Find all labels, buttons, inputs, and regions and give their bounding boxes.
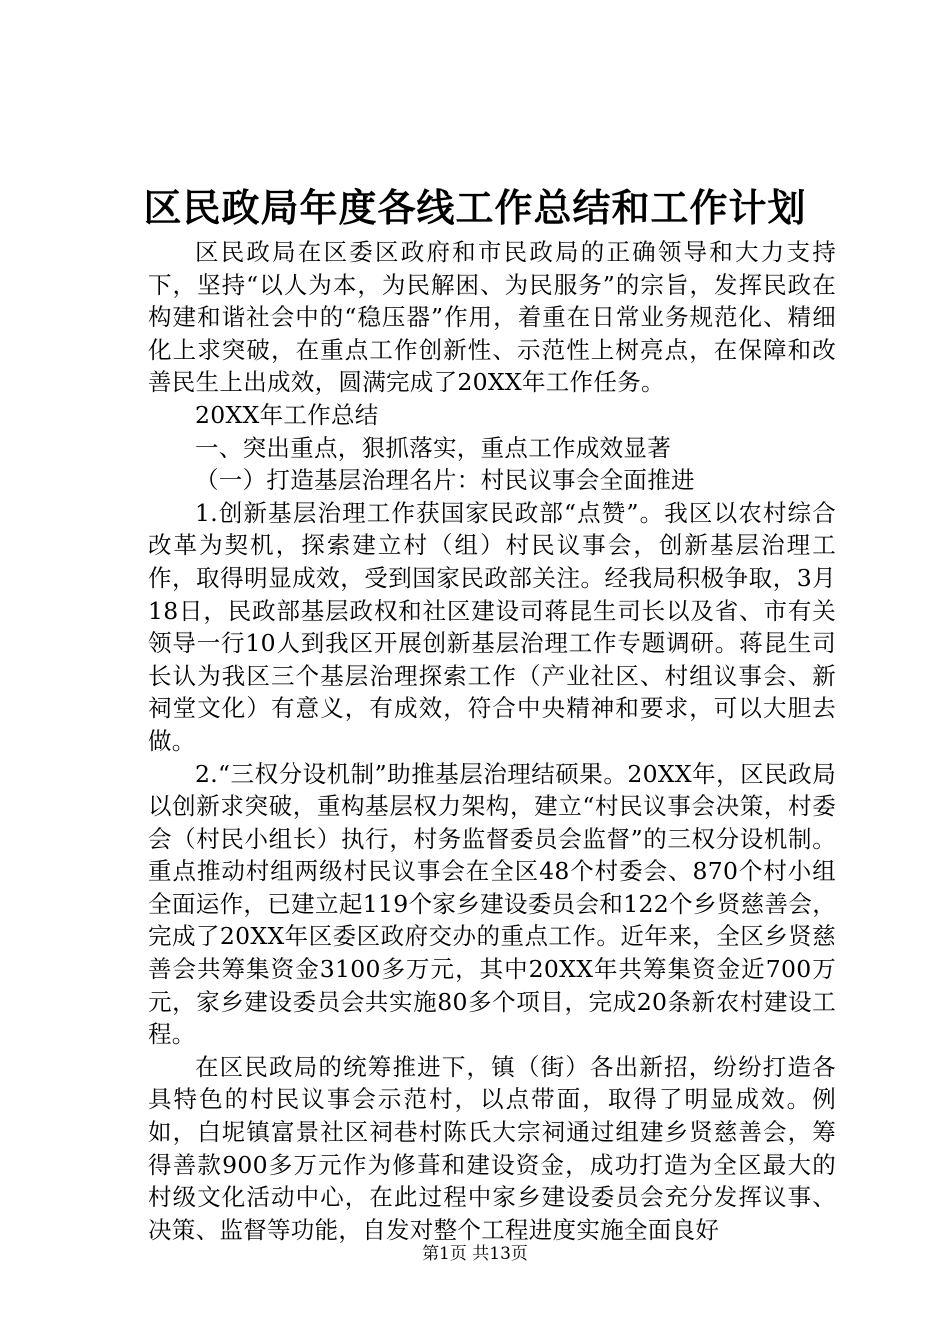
document-title: 区民政局年度各线工作总结和工作计划 (143, 185, 807, 230)
paragraph-item-1: 1.创新基层治理工作获国家民政部“点赞”。我区以农村综合改革为契机，探索建立村（组）村民议事会，创新基层治理工作，取得明显成效，受到国家民政部关注。经我局积极争取，3月18日，民政部基层政权和社区建设司蒋昆生司长以及省、市有关领导一行10人到我区开展创新基层治理工作专题调研。蒋昆生司长认为我区三个基层治理探索工作（产业社区、村组议事会、新祠堂文化）有意义，有成效，符合中央精神和要求，可以大胆去做。 (148, 498, 836, 755)
paragraph-item-2: 2.“三权分设机制”助推基层治理结硕果。20XX年，区民政局以创新求突破，重构基层权力架构，建立“村民议事会决策，村委会（村民小组长）执行，村务监督委员会监督”的三权分设机制。重点推动村组两级村民议事会在全区48个村委会、870个村小组全面运作，已建立起119个家乡建设委员会和122个乡贤慈善会，完成了20XX年区委区政府交办的重点工作。近年来，全区乡贤慈善会共筹集资金3100多万元，其中20XX年共筹集资金近700万元，家乡建设委员会共实施80多个项目，完成20条新农村建设工程。 (148, 759, 836, 1049)
paragraph-intro: 区民政局在区委区政府和市民政局的正确领导和大力支持下，坚持“以人为本，为民解困、为民服务”的宗旨，发挥民政在构建和谐社会中的“稳压器”作用，着重在日常业务规范化、精细化上求突破，在重点工作创新性、示范性上树亮点，在保障和改善民生上出成效，圆满完成了20XX年工作任务。 (148, 238, 836, 397)
page-number-footer: 第1页 共13页 (422, 1244, 528, 1264)
heading-summary: 20XX年工作总结 (195, 400, 379, 429)
heading-subsection-1: （一）打造基层治理名片：村民议事会全面推进 (195, 466, 695, 495)
document-body (148, 236, 836, 1246)
heading-section-1: 一、突出重点，狠抓落实，重点工作成效显著 (195, 433, 671, 462)
paragraph-example: 在区民政局的统筹推进下，镇（街）各出新招，纷纷打造各具特色的村民议事会示范村，以点带面，取得了明显成效。例如，白坭镇富景社区祠巷村陈氏大宗祠通过组建乡贤慈善会，筹得善款900多万元作为修葺和建设资金，成功打造为全区最大的村级文化活动中心，在此过程中家乡建设委员会充分发挥议事、决策、监督等功能，自发对整个工程进度实施全面良好 (148, 1052, 836, 1244)
